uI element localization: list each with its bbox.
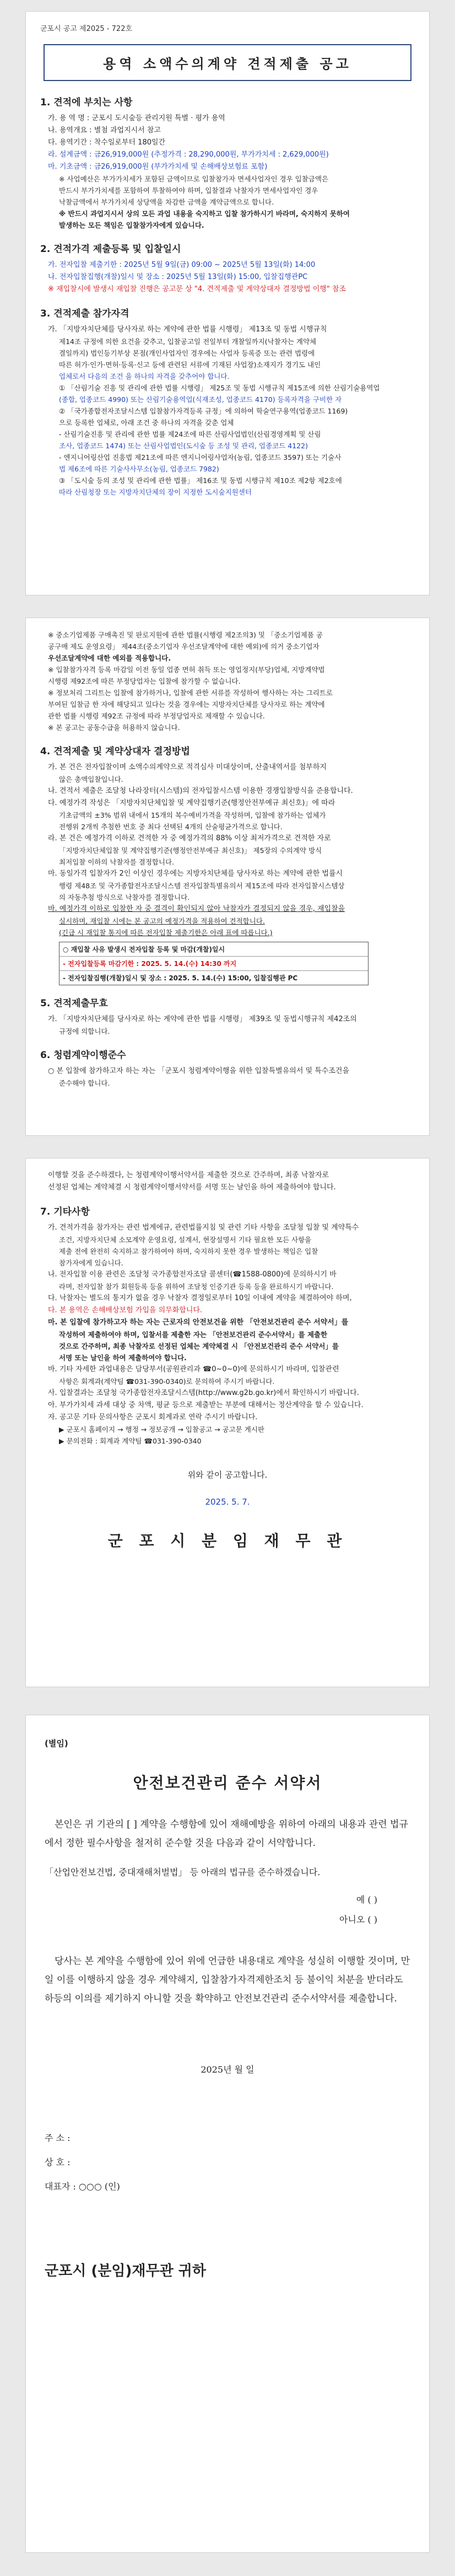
- reinvite-row: - 전자입찰등록 마감기한 : 2025. 5. 14.(수) 14:30 까지: [63, 960, 237, 968]
- s4-line: 가. 본 건은 전자입찰이며 소액수의계약으로 적격심사 미대상이며, 산출내역서를 첨부하지: [48, 763, 327, 771]
- s3-line: 법 제6조에 따른 기술사사무소(농림, 업종코드 7982): [59, 465, 219, 473]
- p2-note: 시행령 제92조에 따른 부정당업자는 입찰에 참가할 수 없습니다.: [48, 677, 241, 685]
- s3-line: ① 「산림기술 진흥 및 관리에 관한 법률 시행령」 제25조 및 동법 시행규칙 제15조에 의한 산림기술용역업: [59, 384, 380, 392]
- s3-line: ② 「국가종합전자조달시스템 입찰참가자격등록 규정」에 의하여 학술연구용역(업종코드 1169): [59, 407, 348, 415]
- s7-line: 조건, 지방자치단체 소모계약 운영요령, 설계서, 현장설명서 기타 필요한 모든 사항을: [59, 1236, 312, 1244]
- s4-line: 기초금액의 ±3% 범위 내에서 15개의 복수예비가격을 작성하며, 입찰에 참가하는 업체가: [59, 811, 326, 819]
- s1-note: 발생하는 모든 책임은 입찰참가자에게 있습니다.: [59, 221, 204, 229]
- s4-line: 실시하며, 재입찰 시에는 본 공고의 예정가격을 적용하여 견적합니다.: [59, 917, 265, 925]
- section-3-title: 3. 견적제출 참가자격: [40, 308, 129, 319]
- s4-line: 행령 제48조 및 국가종합전자조달시스템 전자입찰특별유의서 제15조에 따라 전자입찰시스템상: [59, 882, 345, 890]
- s4-line: 바. 예정가격 이하로 입찰한 자 중 결격이 확인되지 않아 낙찰자가 결정되지 않을 경우, 재입찰을: [48, 905, 345, 913]
- announce-line: 위와 같이 공고합니다.: [187, 1470, 268, 1480]
- notice-number: 군포시 공고 제2025 - 722호: [40, 25, 133, 33]
- s4-line: 마. 동일가격 입찰자가 2인 이상인 경우에는 지방자치단체를 당사자로 하는 계약에 관한 법률시: [48, 870, 343, 878]
- pledge-body-1: 본인은 귀 기관의 [ ] 계약을 수행함에 있어 재해예방을 위하여 아래의 내용과 관련 법규에서 정한 필수사항을 철저히 준수할 것을 다음과 같이 서약합니다.: [45, 1819, 408, 1849]
- s7-line: 사항은 회계과(계약팀 ☎031-390-0340)로 문의하여 주시기 바랍니다.: [59, 1377, 275, 1386]
- s7-line: 것으로 간주하며, 최종 낙찰자로 선정된 업체는 계약체결 시 「안전보건관리 준수 서약서」를: [59, 1342, 339, 1350]
- s1-line: 나. 용역개요 : 별첨 과업지시서 참고: [48, 126, 161, 135]
- s1-line: 가. 용 역 명 : 군포시 도시숲등 관리지원 특별 · 평가 용역: [48, 114, 225, 122]
- field-address: 주 소 :: [45, 2133, 71, 2143]
- section-5-title: 5. 견적제출무효: [40, 998, 108, 1009]
- s3-line: 따라 산림청장 또는 지방자치단체의 장이 지정한 도시숲지원센터: [59, 488, 252, 496]
- s7-line: 라며, 전자입찰 참가 회원등록 등을 위하여 조달청 인증기관 등록 등을 완료하시기 바랍니다.: [59, 1282, 334, 1291]
- section-1-title: 1. 견적에 부치는 사항: [40, 97, 133, 108]
- s1-note: ※ 반드시 과업지시서 상의 모든 과업 내용을 숙지하고 입찰 참가하시기 바라며, 숙지하지 못하여: [59, 210, 350, 218]
- attachment-tag: (별임): [45, 1738, 68, 1748]
- s4-line: 라. 본 건은 예정가격 이하로 견적한 자 중 예정가격의 88% 이상 최저가격으로 견적한 자로: [48, 834, 331, 842]
- pledge-recipient: 군포시 (분임)재무관 귀하: [45, 2263, 207, 2279]
- s6-line: ○ 본 입찰에 참가하고자 하는 자는 「군포시 청렴계약이행을 위한 입찰특별유의서 및 특수조건을: [48, 1067, 350, 1075]
- pledge-title: 안전보건관리 준수 서약서: [133, 1774, 322, 1792]
- p3-line: 선정된 업체는 계약체결 시 청렴계약이행서약서를 서명 또는 날인을 하여 제출하여야 합니다.: [48, 1183, 336, 1192]
- page-1: [25, 11, 430, 595]
- s3-line: - 엔지니어링산업 진흥법 제21조에 따른 엔지니어링사업자(농림, 업종코드 3597) 또는 기술사: [59, 453, 342, 461]
- page-3: [25, 1158, 430, 1687]
- s7-line: 다. 낙찰자는 별도의 통지가 없을 경우 낙찰자 결정일로부터 10일 이내에 계약을 체결하여야 하며,: [48, 1294, 352, 1302]
- s4-line: (긴급 시 재입찰 통지에 따른 전자입찰 제출기한은 아래 표에 따릅니다.): [59, 929, 273, 937]
- s3-line: 따른 허가·인가·면허·등록·신고 등에 관련된 서류에 기재된 사업장)소재지가 경기도 내인: [59, 361, 321, 369]
- s7-line: 아. 부가가치세 과세 대상 중 차액, 평균 등으로 제출받는 부분에 대해서는 정산계약을 할 수 있습니다.: [48, 1401, 364, 1409]
- reinvite-row: - 전자입찰집행(개찰)일시 및 장소 : 2025. 5. 14.(수) 15:00, 입찰집행관 PC: [63, 974, 298, 982]
- s4-line: 의 자동추첨 방식으로 낙찰자를 결정합니다.: [59, 893, 190, 901]
- p2-note: 우선조달계약에 대한 예외를 적용합니다.: [48, 654, 171, 662]
- s5-line: 규정에 의합니다.: [59, 1027, 110, 1035]
- s2-line: ※ 재입찰시에 발생시 재입찰 진행은 공고문 상 "4. 견적제출 및 계약상대자 결정방법 이행" 참조: [48, 285, 346, 293]
- s3-line: 으로 등록한 업체로, 아래 조건 중 하나의 자격을 갖춘 업체: [59, 418, 234, 427]
- p2-note: ※ 본 공고는 공동수급을 허용하지 않습니다.: [48, 723, 180, 732]
- p2-note: 공구매 제도 운영요령」 제44조(중소기업자 우선조달계약에 대한 예외)에 의거 중소기업자: [48, 642, 319, 651]
- s3-line: 결일까지) 법인등기부상 본점(개인사업자인 경우에는 사업자 등록증 또는 관련 법령에: [59, 349, 315, 357]
- s3-line: 가. 「지방자치단체를 당사자로 하는 계약에 관한 법률 시행령」 제13조 및 동법 시행규칙: [48, 325, 327, 334]
- pledge-law-statement: 「산업안전보건법, 중대재해처벌법」 등 아래의 법규를 준수하겠습니다.: [45, 1867, 321, 1877]
- announce-date: 2025. 5. 7.: [205, 1497, 250, 1507]
- s7-line: 참가자에게 있습니다.: [59, 1259, 123, 1267]
- tbl-row: [59, 971, 368, 985]
- s3-line: ③ 「도시숲 등의 조성 및 관리에 관한 법률」 제16조 및 동법 시행규칙 제10조 제2항 제2호에: [59, 476, 342, 485]
- s7-line: 작성하여 제출하여야 하며, 입찰서를 제출한 자는 「안전보건관리 준수서약서」를 제출한: [59, 1330, 328, 1339]
- s4-line: 최저입찰 이하의 낙찰자를 결정합니다.: [59, 858, 175, 866]
- s1-line: 다. 용역기간 : 착수일로부터 180일간: [48, 138, 166, 147]
- notice-title: 용역 소액수의계약 견적제출 공고: [44, 44, 411, 81]
- reinvite-schedule-box: [59, 942, 369, 985]
- s6-line: 준수해야 합니다.: [59, 1079, 110, 1087]
- pledge-body-2: 당사는 본 계약을 수행함에 있어 위에 언급한 내용대로 계약을 성실히 이행할 것이며, 만일 이를 이행하지 않을 경우 계약해지, 입찰참가자격제한조치 등 불이익 처분을 받더라도 하등의 이의를 제기하지 아니할 것을 확약하고 안전보건관리 준수서약서를 제출합니다.: [45, 1956, 410, 2004]
- s1-line: 라. 설계금액 : 금26,919,000원 (추정가격 : 28,290,000원, 부가가치세 : 2,629,000원): [48, 151, 329, 159]
- s3-line: - 산림기술진흥 및 관리에 관한 법률 제24조에 따른 산림사업법인(산림경영계획 및 산림: [59, 430, 321, 438]
- reinvite-row: ○ 재입찰 사유 발생시 전자입찰 등록 및 마감(개찰)일시: [63, 946, 225, 953]
- p2-note: ※ 중소기업제품 구매촉진 및 판로지원에 관한 법률(시행령 제2조의3) 및 「중소기업제품 공: [48, 631, 323, 639]
- s4-line: 나. 견적서 제출은 조달청 나라장터(시스템)의 전자입찰시스템 이용한 경쟁입찰방식을 준용합니다.: [48, 787, 353, 795]
- s7-line: 마. 본 입찰에 참가하고자 하는 자는 근로자의 안전보건을 위한 「안전보건관리 준수 서약서」를: [48, 1318, 349, 1327]
- tbl-row: [59, 957, 368, 971]
- p2-note: 관한 법률 시행령 제92조 규정에 따라 부정당업자로 제재할 수 있습니다.: [48, 712, 265, 720]
- s4-line: 전행위 2개씩 추첨한 번호 중 최다 선택된 4개의 산술평균가격으로 합니다.: [59, 823, 283, 831]
- s2-line: 나. 전자입찰집행(개찰)일시 및 장소 : 2025년 5월 13일(화) 15:00, 입찰집행관PC: [48, 273, 308, 281]
- s4-line: 않은 총액입찰입니다.: [59, 775, 123, 783]
- s1-note: ※ 사업예산은 부가가치세가 포함된 금액이므로 입찰참가자 면세사업자인 경우 입찰금액은: [59, 175, 329, 183]
- s2-line: 가. 전자입찰 제출기한 : 2025년 5월 9일(금) 09:00 ~ 2025년 5월 13일(화) 14:00: [48, 261, 316, 269]
- section-4-title: 4. 견적제출 및 계약상대자 결정방법: [40, 746, 190, 757]
- s7-line: 나. 전자입찰 이용 관련은 조달청 국가종합전자조달 콜센터(☎1588-0800)에 문의하시기 바: [48, 1270, 337, 1279]
- s7-line: 바. 기타 자세한 과업내용은 담당부서(공원관리과 ☎0~0~0)에 문의하시기 바라며, 입찰관련: [48, 1365, 339, 1373]
- s1-note: 반드시 부가가치세를 포함하여 투찰하여야 하며, 입찰결과 낙찰자가 면세사업자인 경우: [59, 186, 318, 195]
- s3-line: (종합, 업종코드 4990) 또는 산림기술용역업(식재조성, 업종코드 4170) 등록자격을 구비한 자: [59, 395, 342, 404]
- p2-note: ※ 정보처리 그리트는 입찰에 참가하거나, 입찰에 관한 서류를 작성하여 행사하는 자는 그리트로: [48, 689, 333, 697]
- s7-line: 자. 공고문 기타 문의사항은 군포시 회계과로 연락 주시기 바랍니다.: [48, 1413, 258, 1421]
- s1-note: 낙찰금액에서 부가가치세 상당액을 차감한 금액을 계약금액으로 합니다.: [59, 198, 274, 206]
- s7-line: 다. 본 용역은 손해배상보험 가입을 의무화합니다.: [48, 1306, 203, 1314]
- s7-line: 사. 입찰결과는 조달청 국가종합전자조달시스템(http://www.g2b.go.kr)에서 확인하시기 바랍니다.: [48, 1389, 359, 1397]
- s1-line: 마. 기초금액 : 금26,919,000원 (부가가치세 및 손해배상보험료 포함): [48, 163, 268, 171]
- s7-line: 가. 견적가격을 참가자는 관련 법계에규, 관련법률지침 및 관련 기타 사항을 조달청 입찰 및 계약특수: [48, 1223, 359, 1232]
- s3-line: 제14조 규정에 의한 요건을 갖추고, 입찰공고일 전일부터 개찰일까지(낙찰자는 계약체: [59, 337, 317, 346]
- section-7-title: 7. 기타사항: [40, 1206, 90, 1217]
- tbl-row: [59, 942, 368, 957]
- field-company: 상 호 :: [45, 2157, 71, 2167]
- p3-line: 이행할 것을 준수하겠다, 는 청렴계약이행서약서를 제출한 것으로 간주하며, 최종 낙찰자로: [48, 1171, 329, 1179]
- s7-line: ▶ 문의전화 : 회계과 계약팀 ☎031-390-0340: [59, 1437, 202, 1445]
- s4-line: 다. 예정가격 작성은 「지방자치단체입찰 및 계약집행기준(행정안전부예규 최신호)」에 따라: [48, 799, 335, 807]
- s4-line: 「지방자치단체입찰 및 계약집행기준(행정안전부예규 최신호)」 제5장의 수의계약 방식: [59, 846, 322, 855]
- field-representative: 대표자 : ○○○ (인): [45, 2181, 120, 2192]
- s7-line: 제출 전에 완전히 숙지하고 참가하여야 하며, 숙지하지 못한 경우 발생하는 책임은 입찰: [59, 1247, 318, 1255]
- section-6-title: 6. 청렴계약이행준수: [40, 1050, 126, 1061]
- pledge-date: 2025년 월 일: [201, 2064, 254, 2075]
- page-2: [25, 618, 430, 1136]
- announce-org-name: 군 포 시 분 임 재 무 관: [107, 1532, 348, 1550]
- s7-line: 서명 또는 날인을 하여 제출하여야 합니다.: [59, 1354, 187, 1362]
- s3-line: 조사, 업종코드 1474) 또는 산림사업법인(도시숲 등 조성 및 관리, 업종코드 4122): [59, 442, 308, 450]
- s3-line: 업체로서 다음의 조건 을 하나의 자격을 갖추어야 합니다.: [59, 372, 230, 380]
- section-2-title: 2. 견적가격 제출등록 및 입찰일시: [40, 244, 181, 255]
- checkbox-no[interactable]: 아니오 ( ): [339, 1914, 377, 1925]
- p2-note: 부여된 입찰금 한 자에 해당되고 있다는 것을 경우에는 지방자치단체를 당사자로 하는 계약에: [48, 700, 325, 709]
- checkbox-yes[interactable]: 예 ( ): [356, 1895, 377, 1905]
- s5-line: 가. 「지방자치단체를 당사자로 하는 계약에 관한 법률 시행령」 제39조 및 동법시행규칙 제42조의: [48, 1015, 357, 1023]
- page-4: [25, 1715, 430, 2553]
- p2-note: ※ 입찰참가자격 등록 마감일 이전 동일 업종 면허 취득 또는 영업정지(부당)업체, 지방계약법: [48, 666, 325, 674]
- s7-line: ▶ 군포시 홈페이지 → 행정 → 정보공개 → 입찰공고 → 공고문 게시판: [59, 1425, 264, 1434]
